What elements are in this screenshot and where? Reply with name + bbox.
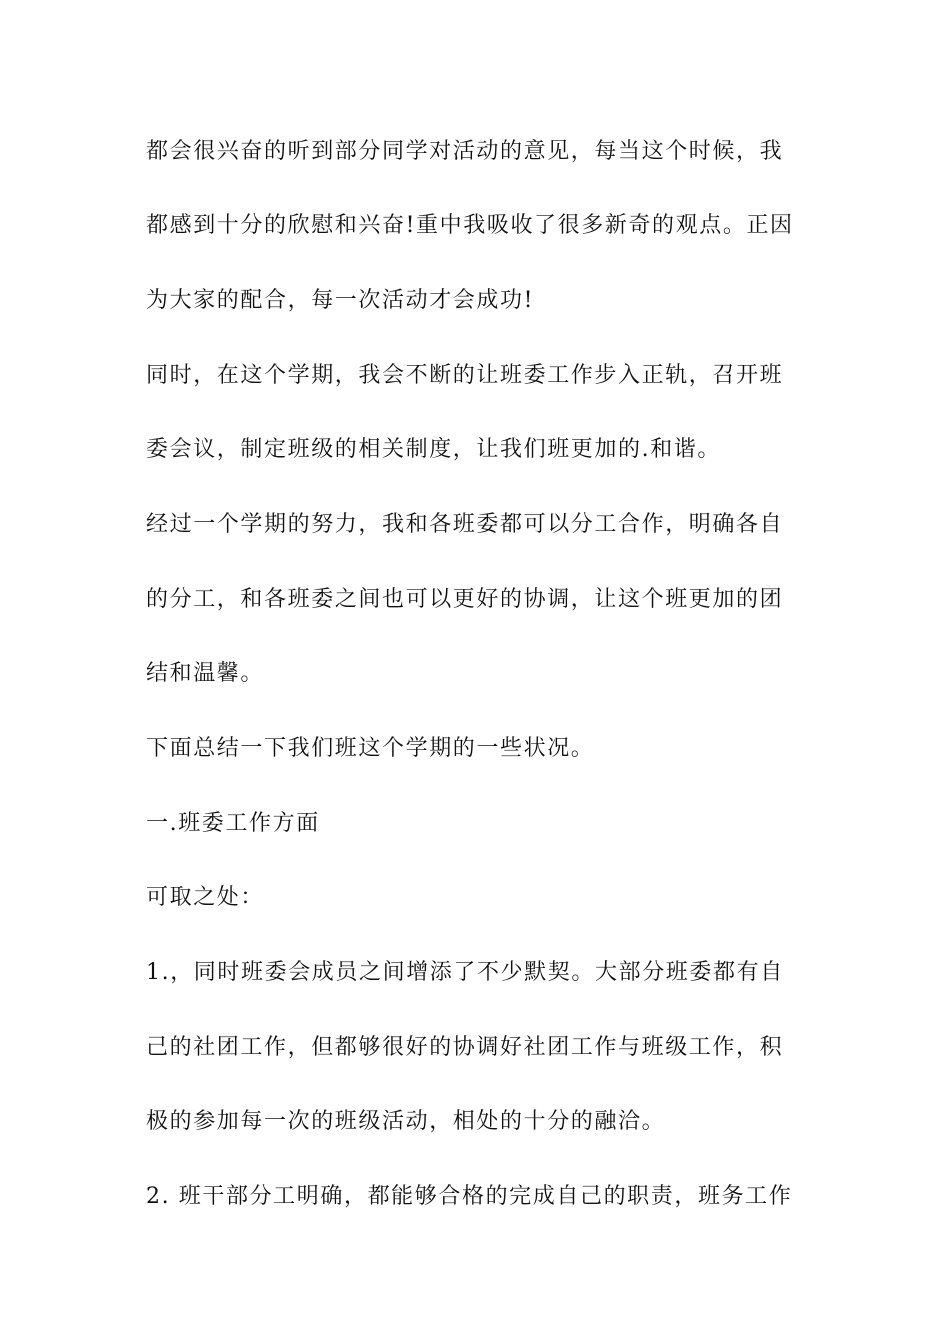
text-line: 1.，同时班委会成员之间增添了不少默契。大部分班委都有自 [146,960,784,985]
text-line: 经过一个学期的努力，我和各班委都可以分工合作，明确各自 [146,512,784,537]
text-line: 同时，在这个学期，我会不断的让班委工作步入正轨，召开班 [146,363,784,388]
text-line: 可取之处： [146,885,265,910]
text-line: 己的社团工作，但都够很好的协调好社团工作与班级工作，积 [146,1035,784,1060]
text-line: 都感到十分的欣慰和兴奋!重中我吸收了很多新奇的观点。正因 [146,213,794,238]
text-line: 都会很兴奋的听到部分同学对活动的意见，每当这个时候，我 [146,139,784,164]
text-line: 下面总结一下我们班这个学期的一些状况。 [146,736,595,761]
section-heading: 一.班委工作方面 [146,811,320,836]
text-line: 结和温馨。 [146,661,265,686]
text-line: 为大家的配合，每一次活动才会成功! [146,288,535,313]
text-line: 的分工，和各班委之间也可以更好的协调，让这个班更加的团 [146,587,784,612]
text-line: 2. 班干部分工明确，都能够合格的完成自己的职责，班务工作 [146,1184,793,1209]
text-line: 委会议，制定班级的相关制度，让我们班更加的.和谐。 [146,437,721,462]
text-line: 极的参加每一次的班级活动，相处的十分的融洽。 [146,1109,666,1134]
